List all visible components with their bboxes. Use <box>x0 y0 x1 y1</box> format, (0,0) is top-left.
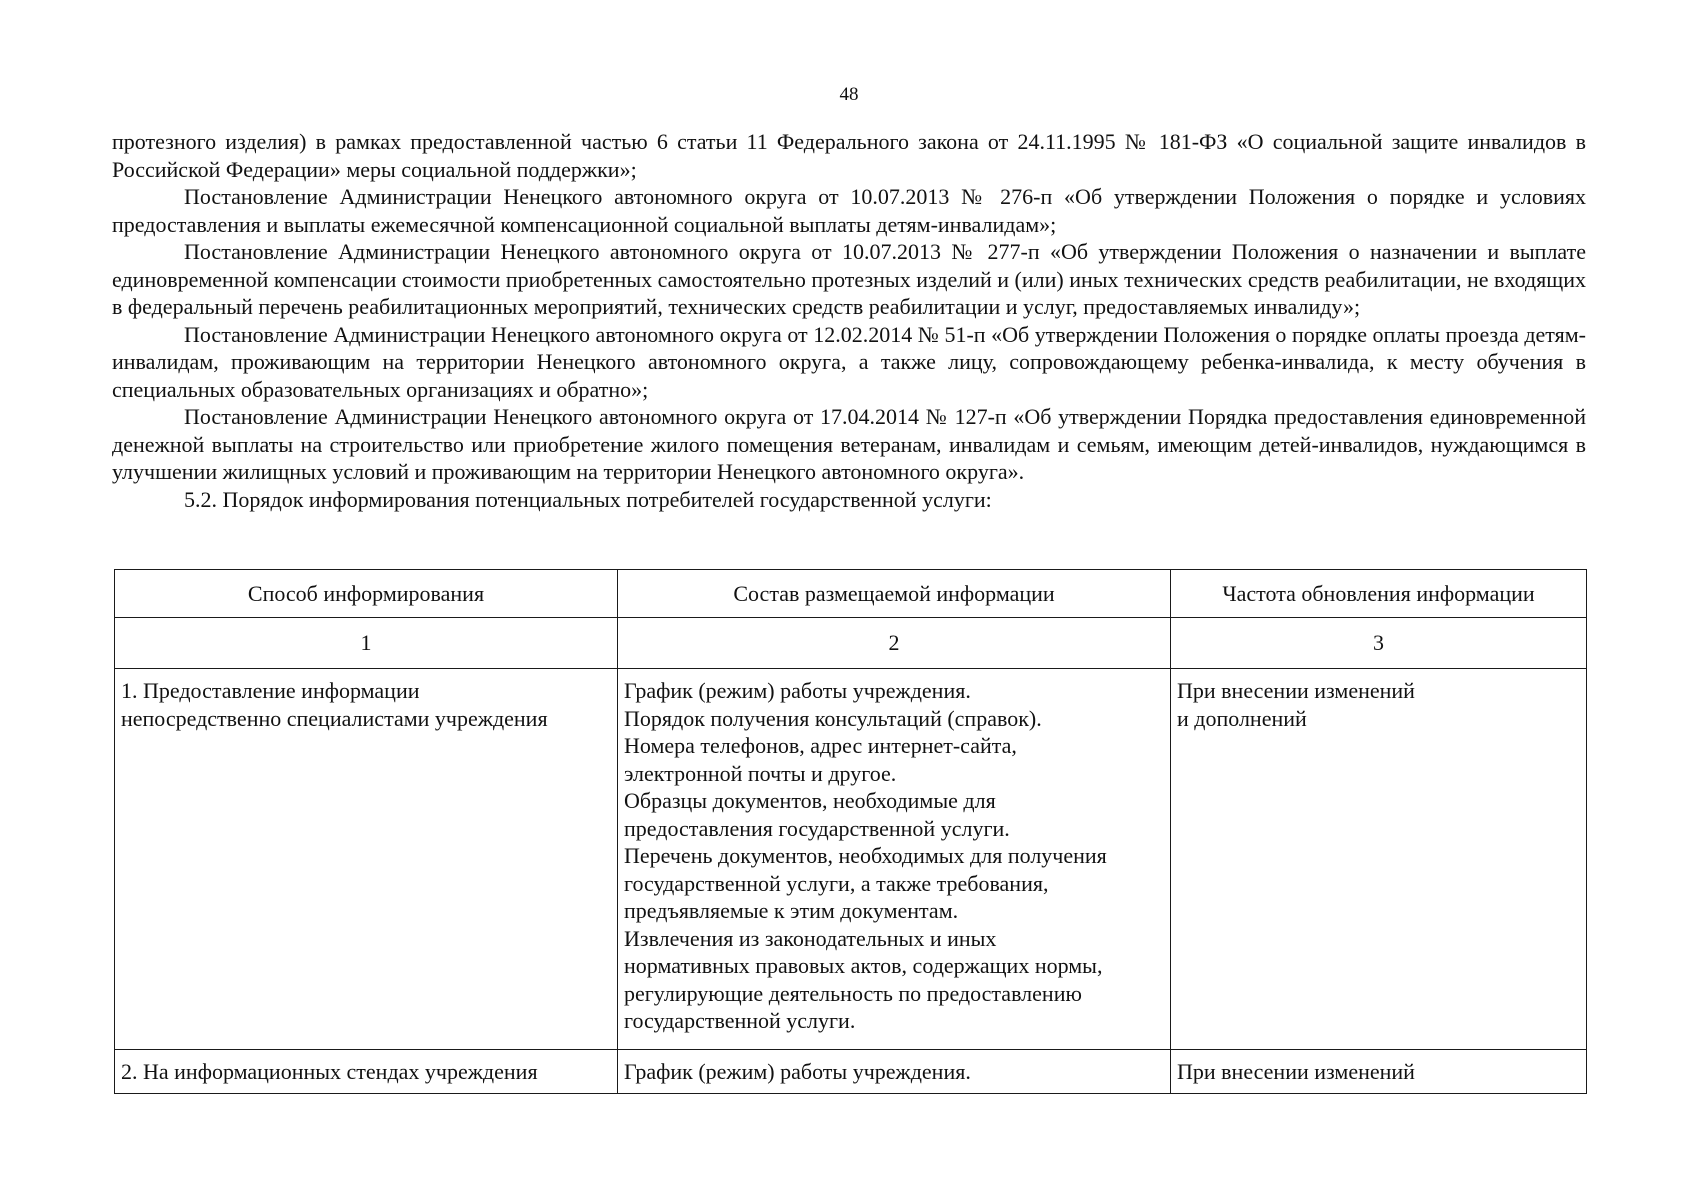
method-cell <box>115 1049 618 1094</box>
content-cell <box>618 1049 1171 1094</box>
cell-line: 1. Предоставление информации <box>121 678 420 703</box>
document-body <box>112 128 1586 513</box>
method-cell <box>115 669 618 1050</box>
table-header-row <box>115 570 1587 618</box>
header-content: Состав размещаемой информации <box>618 570 1171 618</box>
cell-line: государственной услуги. <box>624 1008 856 1033</box>
cell-line: Перечень документов, необходимых для получения <box>624 843 1107 868</box>
table-row <box>115 669 1587 1050</box>
cell-line: 2. На информационных стендах учреждения <box>121 1058 538 1084</box>
cell-line: При внесении изменений <box>1177 678 1415 703</box>
cell-line: График (режим) работы учреждения. <box>624 678 971 703</box>
cell-line: Извлечения из законодательных и иных <box>624 925 997 951</box>
header-frequency: Частота обновления информации <box>1171 570 1587 618</box>
paragraph: Постановление Администрации Ненецкого автономного округа от 10.07.2013 № 277-п «Об утверждении Положения о назначении и выплате единовременной компенсации стоимости приобретенных самостоятельно протезных изделий и (или) иных технических средств реабилитации, не входящих в федеральный перечень реабилитационных мероприятий, технических средств реабилитации и услуг, предоставляемых инвалиду»; <box>112 239 1586 319</box>
column-number: 2 <box>618 618 1171 669</box>
page-number: 48 <box>839 84 859 105</box>
cell-line: Номера телефонов, адрес интернет-сайта, <box>624 733 1017 758</box>
paragraph: Постановление Администрации Ненецкого автономного округа от 12.02.2014 № 51-п «Об утверждении Положения о порядке оплаты проезда детям-инвалидам, проживающим на территории Ненецкого автономного округа, а также лицу, сопровождающему ребенка-инвалида, к месту обучения в специальных образовательных организациях и обратно»; <box>112 321 1586 402</box>
paragraph: Постановление Администрации Ненецкого автономного округа от 17.04.2014 № 127-п «Об утверждении Порядка предоставления единовременной денежной выплаты на строительство или приобретение жилого помещения ветеранам, инвалидам и семьям, имеющим детей-инвалидов, нуждающимся в улучшении жилищных условий и проживающим на территории Ненецкого автономного округа». <box>112 404 1586 484</box>
paragraph: протезного изделия) в рамках предоставленной частью 6 статьи 11 Федерального закона от 24.11.1995 № 181-ФЗ «О социальной защите инвалидов в Российской Федерации» меры социальной поддержки»; <box>112 129 1586 182</box>
frequency-cell <box>1171 669 1587 1050</box>
cell-line: Образцы документов, необходимые для <box>624 788 996 813</box>
cell-line: предъявляемые к этим документам. <box>624 898 959 923</box>
column-number: 3 <box>1171 618 1587 669</box>
informing-table <box>114 569 1587 1094</box>
cell-line: нормативных правовых актов, содержащих нормы, <box>624 953 1103 978</box>
cell-line: предоставления государственной услуги. <box>624 815 1010 841</box>
content-cell <box>618 669 1171 1050</box>
cell-line: государственной услуги, а также требования, <box>624 870 1049 896</box>
cell-line: При внесении изменений <box>1177 1058 1415 1084</box>
cell-line: регулирующие деятельность по предоставлению <box>624 980 1082 1006</box>
paragraph: Постановление Администрации Ненецкого автономного округа от 10.07.2013 № 276-п «Об утверждении Положения о порядке и условиях предоставления и выплаты ежемесячной компенсационной социальной выплаты детям-инвалидам»; <box>112 184 1586 237</box>
cell-line: Порядок получения консультаций (справок). <box>624 705 1042 731</box>
cell-line: непосредственно специалистами учреждения <box>121 705 548 731</box>
header-method: Способ информирования <box>115 570 618 618</box>
column-number-row <box>115 618 1587 669</box>
table-row <box>115 1049 1587 1094</box>
frequency-cell <box>1171 1049 1587 1094</box>
cell-line: электронной почты и другое. <box>624 760 897 786</box>
column-number: 1 <box>115 618 618 669</box>
cell-line: График (режим) работы учреждения. <box>624 1058 971 1084</box>
section-heading: 5.2. Порядок информирования потенциальных потребителей государственной услуги: <box>184 486 992 512</box>
cell-line: и дополнений <box>1177 705 1307 731</box>
